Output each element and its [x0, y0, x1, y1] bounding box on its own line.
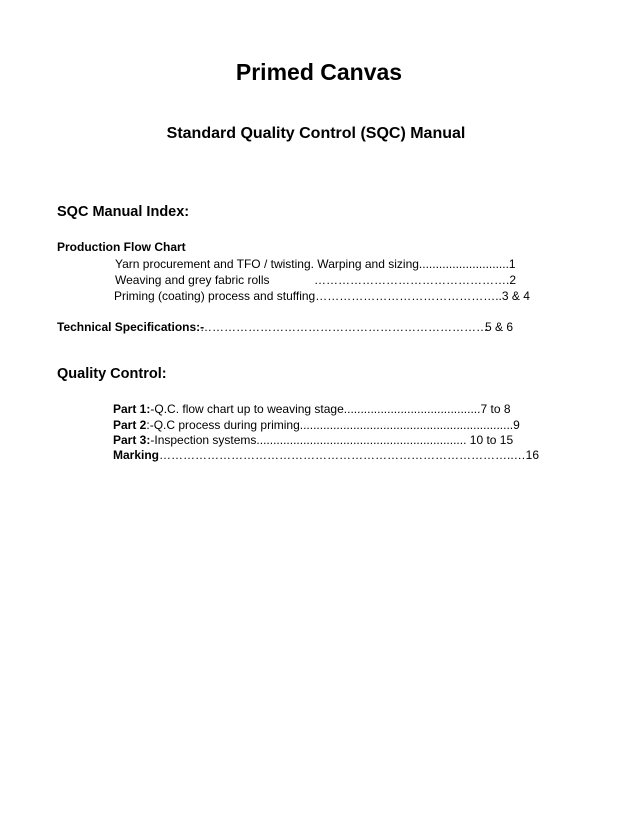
- technical-specs-label: Technical Specifications:-: [57, 320, 205, 334]
- quality-marking-label: Marking: [113, 448, 160, 462]
- quality-part-2: [113, 418, 520, 432]
- quality-part-1: [113, 402, 511, 416]
- technical-specs-pages: 5 & 6: [485, 320, 514, 334]
- technical-specs-dots: ………………………………………………………………: [200, 320, 488, 334]
- quality-part-3-text: -Inspection systems............................................................... 10 to 15: [150, 433, 514, 447]
- index-line-priming: Priming (coating) process and stuffing………………………………………..3 & 4: [114, 289, 530, 303]
- quality-part-3: [113, 433, 513, 447]
- document-title: Primed Canvas: [235, 59, 403, 85]
- quality-part-1-label: Part 1:: [113, 402, 151, 416]
- quality-part-2-text: :-Q.C process during priming................................................................9: [146, 418, 520, 432]
- index-line-yarn: Yarn procurement and TFO / twisting. Warping and sizing...........................1: [115, 257, 516, 271]
- quality-heading: Quality Control:: [57, 366, 167, 382]
- index-heading: SQC Manual Index:: [57, 204, 190, 220]
- quality-part-3-label: Part 3:: [113, 433, 151, 447]
- index-line-weaving-dots: ………………………………………….2: [314, 273, 517, 287]
- quality-marking: [113, 448, 539, 462]
- document-subtitle: Standard Quality Control (SQC) Manual: [166, 125, 466, 142]
- production-heading: Production Flow Chart: [57, 240, 186, 254]
- quality-part-1-text: -Q.C. flow chart up to weaving stage.........................................7 to 8: [150, 402, 511, 416]
- index-line-weaving: Weaving and grey fabric rolls: [115, 273, 270, 287]
- quality-marking-text: ……………………………………………………………………………..…16: [159, 448, 540, 462]
- quality-part-2-label: Part 2: [113, 418, 147, 432]
